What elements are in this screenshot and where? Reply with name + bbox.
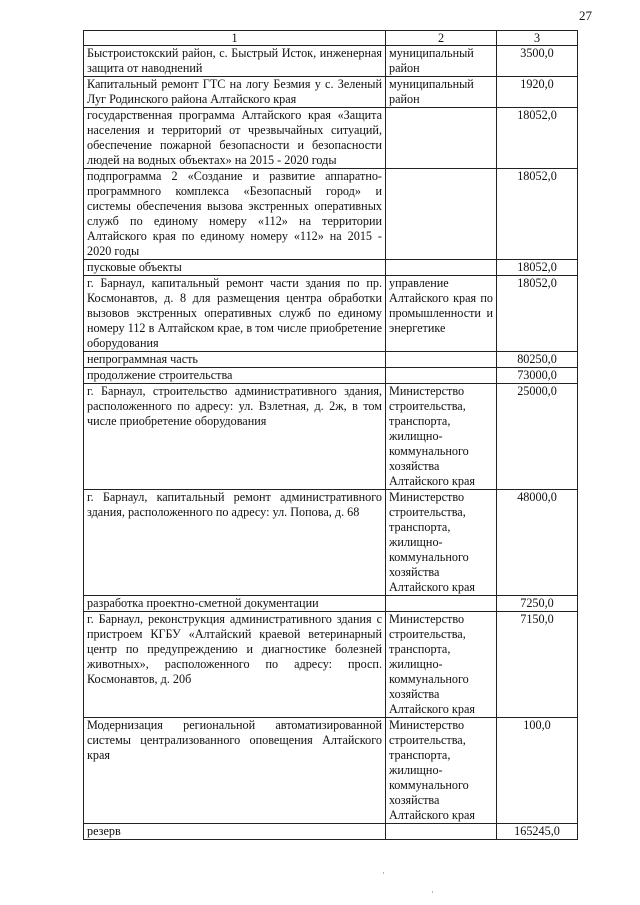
row-organization: Министерство строительства, транспорта, жилищно-коммунального хозяйства Алтайского края [386, 612, 497, 718]
row-amount: 7150,0 [497, 612, 578, 718]
row-description: резерв [84, 824, 386, 840]
row-description: непрограммная часть [84, 352, 386, 368]
page-number: 27 [579, 8, 592, 23]
table-row [84, 368, 578, 384]
row-description: г. Барнаул, реконструкция административного здания с пристроем КГБУ «Алтайский краевой ветеринарный центр по предупреждению и диагностике болезней животных», расположенного по адресу: просп. Космонавтов, д. 20б [84, 612, 386, 718]
table-row [84, 77, 578, 108]
row-organization: Министерство строительства, транспорта, жилищно-коммунального хозяйства Алтайского края [386, 718, 497, 824]
row-description: разработка проектно-сметной документации [84, 596, 386, 612]
table-row [84, 718, 578, 824]
column-header: 3 [497, 31, 578, 46]
row-organization: управление Алтайского края по промышленности и энергетике [386, 276, 497, 352]
row-description: подпрограмма 2 «Создание и развитие аппаратно-программного комплекса «Безопасный город» и системы обеспечения вызова экстренных оперативных служб по единому номеру «112» на территории Алтайского края по единому номеру «112» на 2015 - 2020 годы [84, 169, 386, 260]
table-row [84, 612, 578, 718]
row-organization [386, 260, 497, 276]
row-organization [386, 824, 497, 840]
row-amount: 18052,0 [497, 108, 578, 169]
row-description: пусковые объекты [84, 260, 386, 276]
table-row [84, 46, 578, 77]
row-amount: 48000,0 [497, 490, 578, 596]
row-organization [386, 352, 497, 368]
row-organization [386, 108, 497, 169]
row-amount: 7250,0 [497, 596, 578, 612]
row-organization: муниципальный район [386, 77, 497, 108]
column-header: 2 [386, 31, 497, 46]
row-amount: 18052,0 [497, 276, 578, 352]
table-row [84, 108, 578, 169]
row-amount: 73000,0 [497, 368, 578, 384]
row-description: г. Барнаул, капитальный ремонт части здания по пр. Космонавтов, д. 8 для размещения центра обработки вызовов экстренных оперативных служб по единому номеру 112 в Алтайском крае, в том числе приобретение оборудования [84, 276, 386, 352]
row-description: Быстроистокский район, с. Быстрый Исток, инженерная защита от наводнений [84, 46, 386, 77]
row-organization [386, 368, 497, 384]
row-description: Модернизация региональной автоматизированной системы централизованного оповещения Алтайского края [84, 718, 386, 824]
row-description: Капитальный ремонт ГТС на логу Безмия у с. Зеленый Луг Родинского района Алтайского края [84, 77, 386, 108]
table-row [84, 384, 578, 490]
row-organization [386, 596, 497, 612]
row-amount: 80250,0 [497, 352, 578, 368]
row-description: государственная программа Алтайского края «Защита населения и территорий от чрезвычайных ситуаций, обеспечение пожарной безопасности и безопасности людей на водных объектах» на 2015 - 2020 годы [84, 108, 386, 169]
row-organization: Министерство строительства, транспорта, жилищно-коммунального хозяйства Алтайского края [386, 490, 497, 596]
row-organization: Министерство строительства, транспорта, жилищно-коммунального хозяйства Алтайского края [386, 384, 497, 490]
row-amount: 1920,0 [497, 77, 578, 108]
column-header: 1 [84, 31, 386, 46]
row-amount: 18052,0 [497, 169, 578, 260]
row-amount: 165245,0 [497, 824, 578, 840]
row-description: продолжение строительства [84, 368, 386, 384]
table-row [84, 260, 578, 276]
row-amount: 3500,0 [497, 46, 578, 77]
table-header-row [84, 31, 578, 46]
row-description: г. Барнаул, капитальный ремонт административного здания, расположенного по адресу: ул. Попова, д. 68 [84, 490, 386, 596]
table-row [84, 169, 578, 260]
table-row [84, 276, 578, 352]
row-amount: 25000,0 [497, 384, 578, 490]
scan-speck: · [431, 887, 434, 897]
row-amount: 18052,0 [497, 260, 578, 276]
row-description: г. Барнаул, строительство административного здания, расположенного по адресу: ул. Взлетная, д. 2ж, в том числе приобретение оборудования [84, 384, 386, 490]
table-row [84, 596, 578, 612]
table-row [84, 490, 578, 596]
scan-speck: · [382, 868, 385, 878]
row-organization: муниципальный район [386, 46, 497, 77]
budget-table [83, 30, 578, 840]
table-row [84, 824, 578, 840]
table-row [84, 352, 578, 368]
row-organization [386, 169, 497, 260]
row-amount: 100,0 [497, 718, 578, 824]
